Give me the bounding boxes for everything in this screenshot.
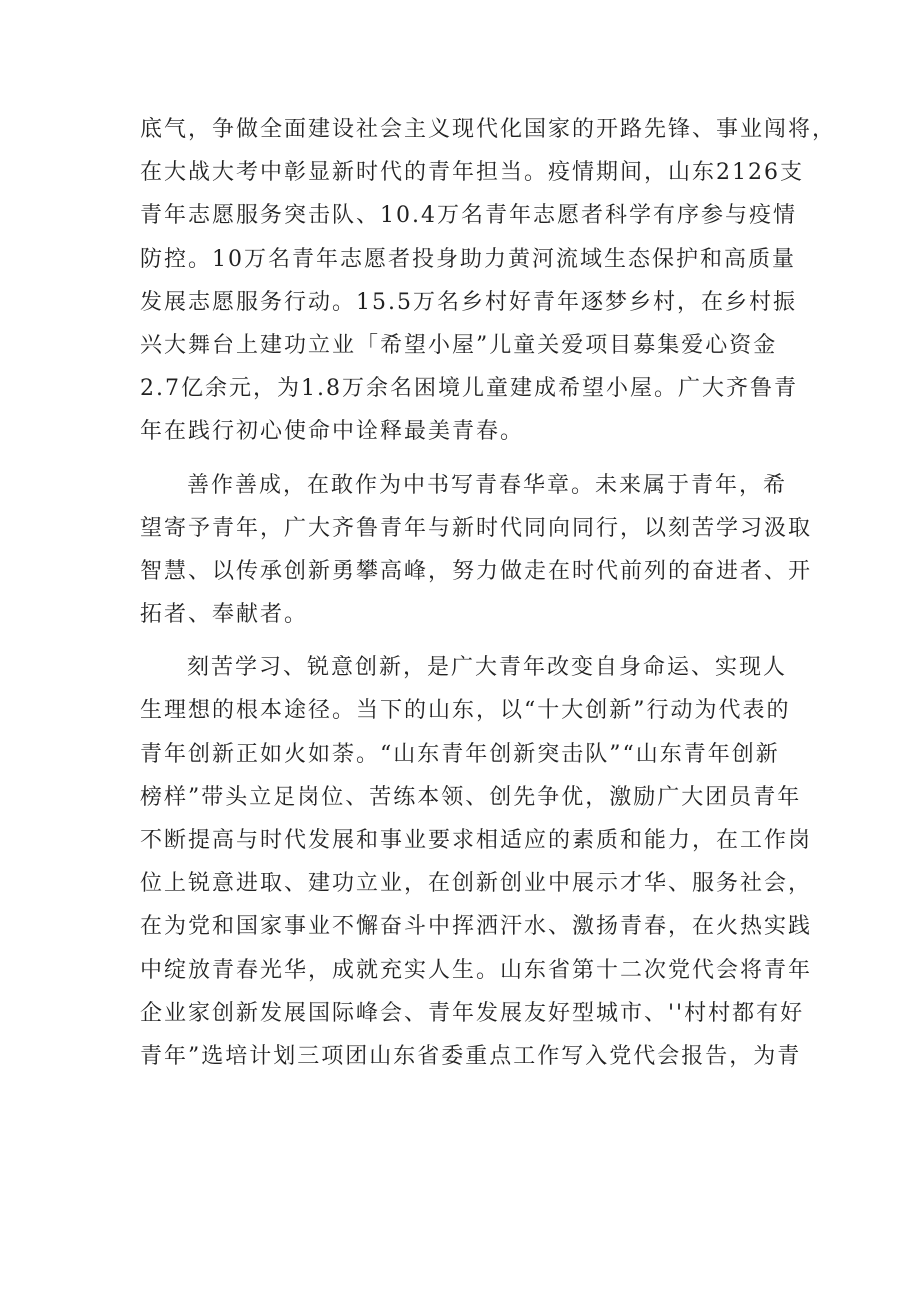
text-line: 不断提高与时代发展和事业要求相适应的素质和能力，在工作岗 <box>140 828 813 853</box>
text-line: 青年”选培计划三项团山东省委重点工作写入党代会报告，为青 <box>140 1043 802 1069</box>
text-line: 兴大舞台上建功立业「希望小屋”儿童关爱项目募集爱心资金 <box>140 332 778 358</box>
text-line: 青年创新正如火如荼。“山东青年创新突击队”“山东青年创新 <box>140 741 780 767</box>
text-line: 在为党和国家事业不懈奋斗中挥洒汗水、激扬青春，在火热实践 <box>140 914 813 940</box>
paragraph-spacer <box>140 454 800 464</box>
text-line: 企业家创新发展国际峰会、青年发展友好型城市、''村村都有好 <box>140 1000 805 1026</box>
paragraph-1 <box>140 108 837 454</box>
text-line: 生理想的根本途径。当下的山东，以“十大创新”行动为代表的 <box>140 698 791 724</box>
paragraph-spacer <box>140 636 800 646</box>
text-line: 在大战大考中彰显新时代的青年担当。疫情期间，山东2126支 <box>140 160 804 186</box>
text-line: 底气，争做全面建设社会主义现代化国家的开路先锋、事业闯将， <box>140 117 837 142</box>
text-line: 青年志愿服务突击队、10.4万名青年志愿者科学有序参与疫情 <box>140 203 797 229</box>
text-line: 智慧、以传承创新勇攀高峰，努力做走在时代前列的奋进者、开 <box>140 558 813 584</box>
text-line: 刻苦学习、锐意创新，是广大青年改变自身命运、实现人 <box>187 655 788 681</box>
text-line: 防控。10万名青年志愿者投身助力黄河流域生态保护和高质量 <box>140 246 796 272</box>
text-line: 望寄予青年，广大齐鲁青年与新时代同向同行，以刻苦学习汲取 <box>140 515 813 541</box>
text-line: 2.7亿余元，为1.8万余名困境儿童建成希望小屋。广大齐鲁青 <box>140 376 798 402</box>
text-line: 年在践行初心使命中诠释最美青春。 <box>140 419 525 445</box>
text-line: 善作善成，在敢作为中书写青春华章。未来属于青年，希 <box>187 472 788 498</box>
text-line: 榜样”带头立足岗位、苦练本领、创先争优，激励广大团员青年 <box>140 784 802 810</box>
paragraph-3 <box>140 646 813 1078</box>
text-line: 位上锐意进取、建功立业，在创新创业中展示才华、服务社会， <box>140 871 813 897</box>
text-line: 拓者、奉献者。 <box>140 602 309 628</box>
text-line: 中绽放青春光华，成就充实人生。山东省第十二次党代会将青年 <box>140 957 813 983</box>
text-line: 发展志愿服务行动。15.5万名乡村好青年逐梦乡村，在乡村振 <box>140 289 797 315</box>
paragraph-2 <box>140 464 813 637</box>
body-text <box>140 108 837 1078</box>
